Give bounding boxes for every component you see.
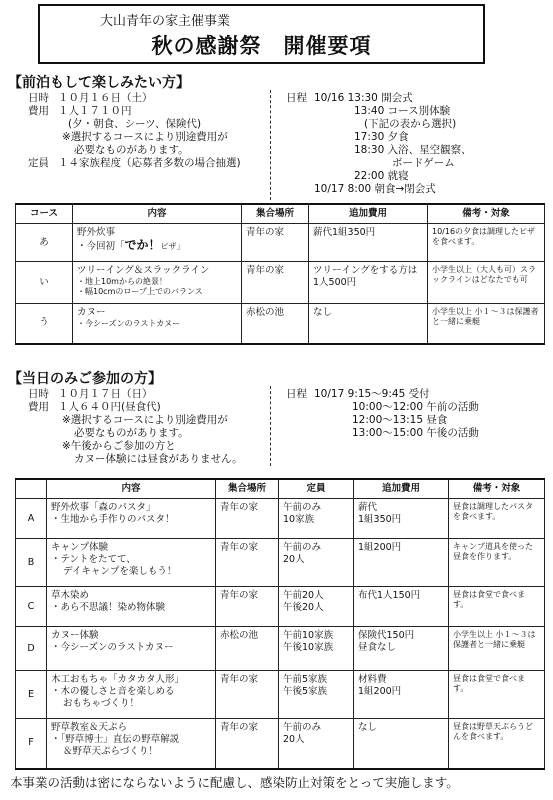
content-line: ・テントをたてて、: [51, 554, 136, 565]
cost-label: 費用: [28, 105, 49, 117]
fee-line: 1組200円: [358, 542, 402, 553]
column-header: [16, 479, 47, 499]
content-line: ・あら不思議！染め物体験: [51, 602, 166, 613]
course-content: [47, 539, 216, 587]
content-line: ・今シーズンのラストカヌー: [51, 642, 174, 653]
course-content: [47, 627, 216, 671]
overnight-heading: 【前泊もして楽しみたい方】: [8, 75, 190, 91]
course-content: [47, 499, 216, 539]
cost-note: カヌー体験には昼食がありません。: [74, 453, 243, 465]
capacity-value: １４家族程度（応募者多数の場合抽選): [58, 157, 241, 169]
organizer: 大山青年の家主催事業: [100, 14, 231, 29]
content-line: カヌー体験: [51, 630, 99, 641]
capacity-line: 午前のみ: [283, 722, 322, 733]
content-line: ・生地から手作りのパスタ！: [51, 514, 175, 525]
extra-fee: [354, 627, 449, 671]
content-line: 野草教室＆天ぷら: [51, 722, 128, 733]
content-line: ・幅10cmのロープ上でのバランス: [77, 287, 203, 296]
table-row: [16, 262, 545, 304]
course-code: A: [16, 499, 47, 539]
content-line: おもちゃづくり！: [63, 698, 140, 709]
fee-line: 布代1人150円: [358, 590, 421, 601]
date-value: １０月１６日（土）: [58, 92, 153, 104]
schedule-item: 12:00～13:15 昼食: [352, 414, 448, 426]
content-line: 草木染め: [51, 590, 90, 601]
table-row: [16, 719, 545, 769]
course-content: [73, 224, 242, 262]
extra-fee: [354, 587, 449, 627]
date-label: 日時: [28, 92, 49, 104]
content-line: デイキャンプを楽しもう！: [63, 566, 177, 577]
fee-line: 昼食なし: [358, 642, 397, 653]
cost-value: １人１７１０円: [58, 105, 132, 117]
extra-fee: [354, 539, 449, 587]
remarks: 小学生以上 小１～３は保護者と一緒に乗艇: [428, 304, 545, 344]
meeting-place: 青年の家: [216, 719, 279, 769]
course-content: [47, 587, 216, 627]
meeting-place: 青年の家: [216, 671, 279, 719]
remarks: 昼食は食堂で食べます。: [449, 587, 545, 627]
remarks: 10/16の夕食は調理したピザを食べます。: [428, 224, 545, 262]
table-row: [16, 499, 545, 539]
overnight-table: [15, 203, 545, 345]
content-line: 野外炊事: [77, 227, 116, 238]
capacity-line: 午後5家族: [283, 686, 328, 697]
fee-line: なし: [358, 722, 378, 733]
capacity: [279, 587, 354, 627]
capacity-line: 午前20人: [283, 590, 324, 601]
schedule-item: 10/17 8:00 朝食→閉会式: [314, 183, 436, 195]
column-header: 集合場所: [242, 204, 309, 224]
divider: [270, 386, 272, 466]
cost-label: 費用: [28, 401, 49, 413]
fee-line: 薪代: [358, 502, 378, 513]
schedule-item: 10:00～12:00 午前の活動: [352, 401, 479, 413]
remarks: 小学生以上 小１～３は保護者と一緒に乗艇: [449, 627, 545, 671]
schedule-label: 日程: [286, 388, 307, 400]
remarks: 昼食は食堂で食べます。: [449, 671, 545, 719]
meeting-place: 赤松の池: [242, 304, 309, 344]
content-line: ・今シーズンのラストカヌー: [77, 319, 181, 328]
fee-line: 保険代150円: [358, 630, 415, 641]
column-header: 内容: [47, 479, 216, 499]
schedule-item: 13:00～15:00 午後の活動: [352, 427, 479, 439]
extra-fee: 薪代1組350円: [309, 224, 428, 262]
course-content: [73, 304, 242, 344]
course-code: あ: [16, 224, 73, 262]
capacity: [279, 539, 354, 587]
table-row: [16, 539, 545, 587]
content-line: ピザ」: [160, 242, 185, 251]
course-code: F: [16, 719, 47, 769]
column-header: 追加費用: [309, 204, 428, 224]
capacity: [279, 499, 354, 539]
course-code: E: [16, 671, 47, 719]
schedule-item: (下記の表から選択): [364, 118, 457, 130]
cost-note: 必要なものがあります。: [74, 427, 189, 439]
cost-note: (夕・朝食、シーツ、保険代): [68, 118, 202, 130]
column-header: 追加費用: [354, 479, 449, 499]
capacity: [279, 627, 354, 671]
capacity: [279, 671, 354, 719]
meeting-place: 青年の家: [242, 262, 309, 304]
capacity-line: 午後10家族: [283, 642, 334, 653]
extra-fee: [354, 671, 449, 719]
remarks: 小学生以上（大人も可）スラックラインはどなたでも可: [428, 262, 545, 304]
course-content: [47, 671, 216, 719]
table-row: [16, 671, 545, 719]
meeting-place: 青年の家: [216, 587, 279, 627]
schedule-label: 日程: [286, 92, 307, 104]
table-row: [16, 587, 545, 627]
schedule-item: 13:40 コース別体験: [354, 105, 451, 117]
meeting-place: 青年の家: [216, 499, 279, 539]
column-header: 定員: [279, 479, 354, 499]
schedule-item: 17:30 夕食: [354, 131, 409, 143]
dayonly-schedule: [286, 388, 546, 440]
fee-line: 1組200円: [358, 686, 402, 697]
schedule-item: 22:00 就寝: [354, 170, 409, 182]
dayonly-info: [28, 388, 278, 466]
cost-note: 必要なものがあります。: [74, 144, 189, 156]
meeting-place: 赤松の池: [216, 627, 279, 671]
course-code: C: [16, 587, 47, 627]
capacity-line: 10家族: [283, 514, 315, 525]
schedule-item: 18:30 入浴、星空観察、: [354, 144, 472, 156]
column-header: 備考・対象: [428, 204, 545, 224]
overnight-info: [28, 92, 268, 170]
capacity-line: 午前のみ: [283, 502, 322, 513]
content-line: ＆野草天ぷらづくり！: [63, 746, 158, 757]
divider: [270, 90, 272, 200]
extra-fee: [354, 499, 449, 539]
content-line: ・地上10mからの絶景！: [77, 277, 167, 286]
meeting-place: 青年の家: [242, 224, 309, 262]
overnight-schedule: [286, 92, 546, 196]
course-code: う: [16, 304, 73, 344]
meeting-place: 青年の家: [216, 539, 279, 587]
column-header: 集合場所: [216, 479, 279, 499]
content-line: ・木の優しさと音を楽しめる: [51, 686, 175, 697]
table-row: [16, 224, 545, 262]
schedule-item: ボードゲーム: [392, 157, 455, 169]
title-box: [38, 4, 485, 64]
course-content: [47, 719, 216, 769]
extra-fee: ツリーイングをする方は1人500円: [309, 262, 428, 304]
capacity-line: 午前のみ: [283, 542, 322, 553]
cost-note: ※午後からご参加の方と: [62, 440, 176, 452]
content-line: ・「野草博士」直伝の野草解説: [51, 734, 180, 745]
column-header: 備考・対象: [449, 479, 545, 499]
capacity-line: 午後20人: [283, 602, 324, 613]
column-header: コース: [16, 204, 73, 224]
course-content: [73, 262, 242, 304]
content-line: ツリーイング＆スラックライン: [77, 265, 210, 276]
date-label: 日時: [28, 388, 49, 400]
table-row: [16, 304, 545, 344]
capacity-label: 定員: [28, 157, 49, 169]
date-value: １０月１７日（日）: [58, 388, 153, 400]
fee-line: 材料費: [358, 674, 387, 685]
schedule-item: 10/17 9:15～9:45 受付: [314, 388, 430, 400]
remarks: 昼食は野草天ぷらうどんを食べます。: [449, 719, 545, 769]
table-row: [16, 627, 545, 671]
content-line: 木工おもちゃ「カタカタ人形」: [51, 674, 185, 685]
cost-note: ※選択するコースにより別途費用が: [62, 131, 228, 143]
extra-fee: [354, 719, 449, 769]
course-code: D: [16, 627, 47, 671]
dayonly-table: [15, 478, 545, 770]
remarks: キャンプ道具を使った昼食を作ります。: [449, 539, 545, 587]
course-code: B: [16, 539, 47, 587]
cost-note: ※選択するコースにより別途費用が: [62, 414, 228, 426]
fee-line: 1組350円: [358, 514, 402, 525]
content-line: キャンプ体験: [51, 542, 109, 553]
extra-fee: なし: [309, 304, 428, 344]
content-emphasis: でか！: [124, 238, 161, 252]
content-line: ・今回初「: [77, 241, 125, 252]
content-line: カヌー: [77, 307, 106, 318]
schedule-item: 10/16 13:30 開会式: [314, 92, 413, 104]
capacity-line: 20人: [283, 554, 305, 565]
remarks: 昼食は調理したパスタを食べます。: [449, 499, 545, 539]
dayonly-heading: 【当日のみご参加の方】: [8, 371, 162, 387]
capacity-line: 20人: [283, 734, 305, 745]
page-title: 秋の感謝祭 開催要項: [151, 34, 372, 58]
content-line: 野外炊事「森のパスタ」: [51, 502, 156, 513]
capacity: [279, 719, 354, 769]
capacity-line: 午前5家族: [283, 674, 328, 685]
course-code: い: [16, 262, 73, 304]
capacity-line: 午前10家族: [283, 630, 334, 641]
cost-value: １人６４０円(昼食代): [58, 401, 161, 413]
footer-note: 本事業の活動は密にならないように配慮し、感染防止対策をとって実施します。: [10, 775, 459, 790]
column-header: 内容: [73, 204, 242, 224]
